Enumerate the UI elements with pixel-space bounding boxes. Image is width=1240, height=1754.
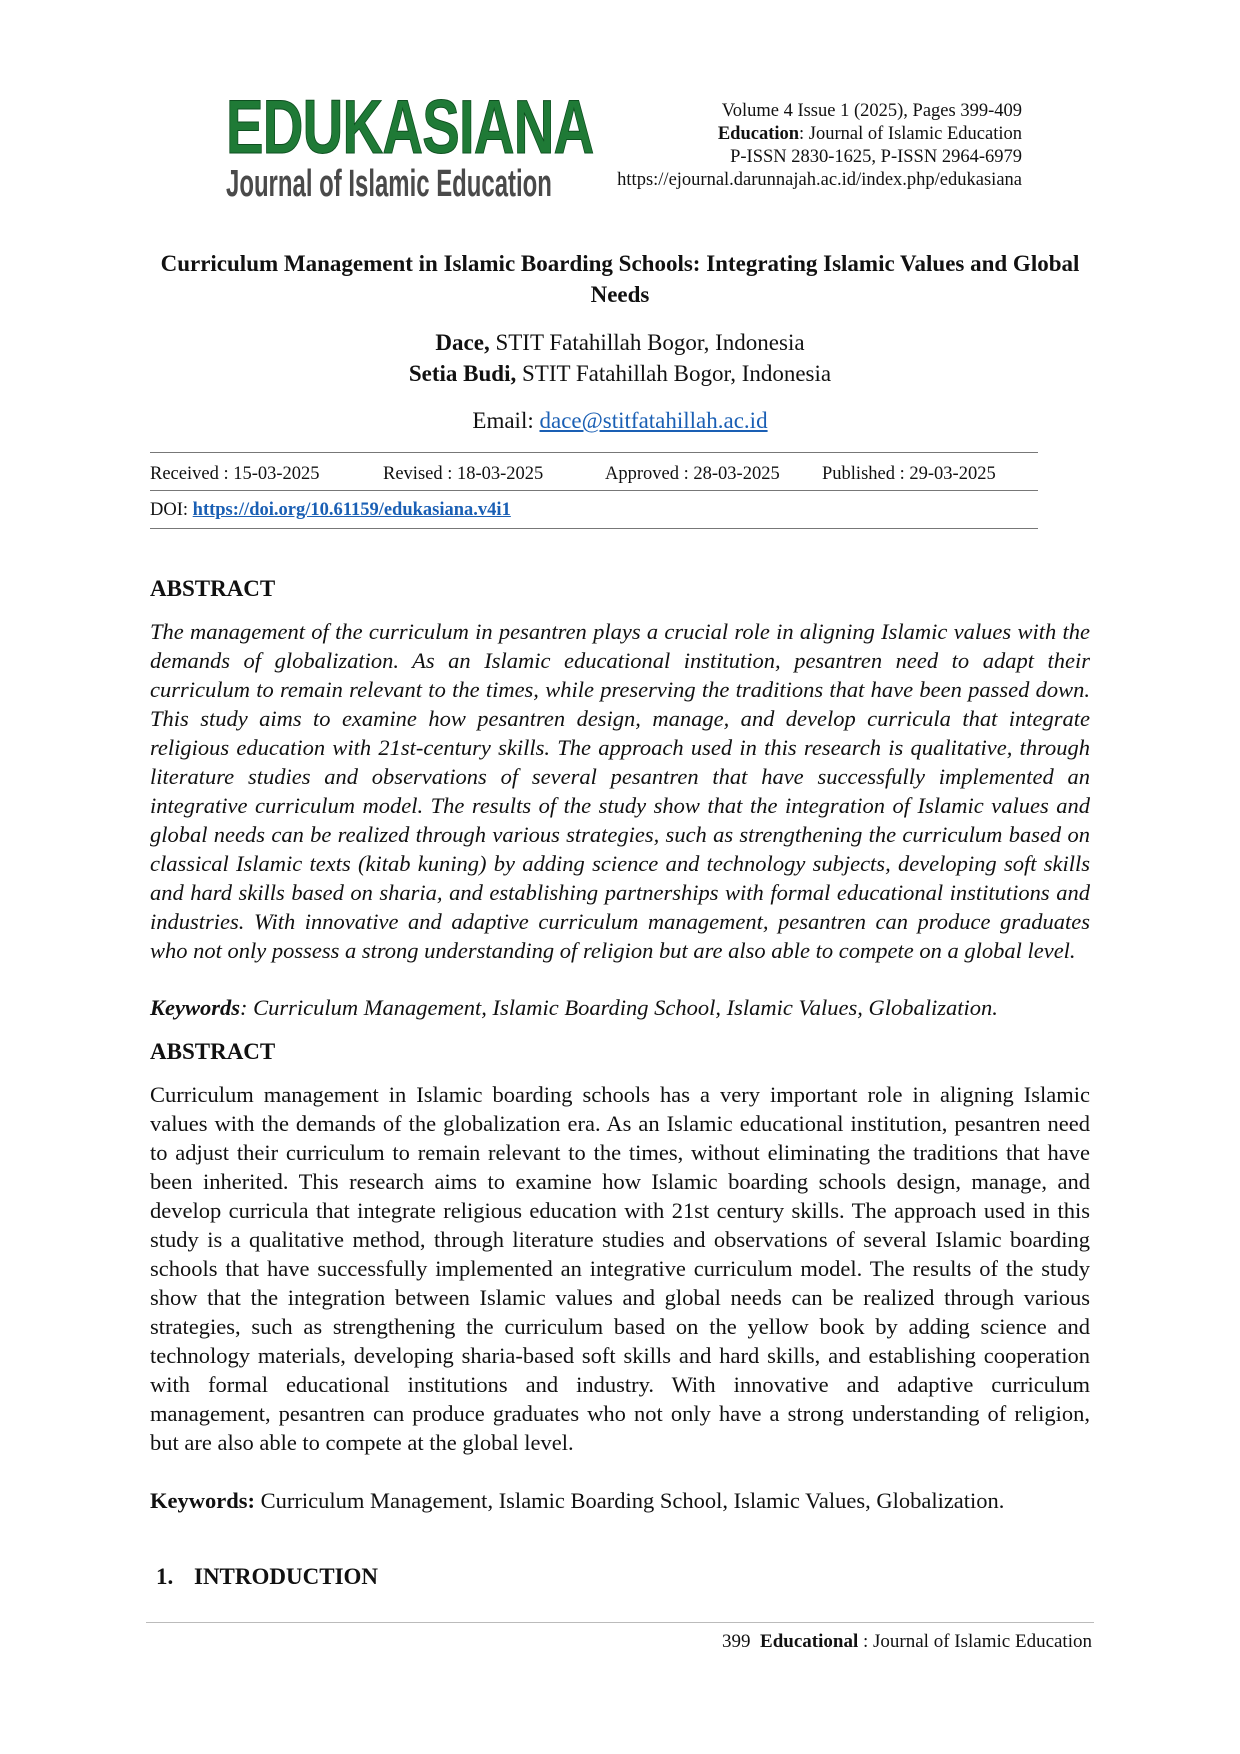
author-list: [150, 327, 1090, 389]
journal-name-rest: : Journal of Islamic Education: [799, 124, 1022, 144]
keywords-label-second: Keywords:: [150, 1488, 255, 1513]
abstract-heading-second: ABSTRACT: [150, 1039, 276, 1064]
keywords-list: : Curriculum Management, Islamic Boarding School, Islamic Values, Globalization.: [240, 995, 998, 1020]
journal-logo: [226, 85, 594, 205]
section-introduction-heading: [156, 1562, 378, 1591]
abstract-text: The management of the curriculum in pesantren plays a crucial role in aligning Islamic values with the demands of globalization. As an Islamic educational institution, pesantren need to adapt their curriculum to remain relevant to the times, while preserving the traditions that have been passed down. This study aims to examine how pesantren design, manage, and develop curricula that integrate religious education with 21st-century skills. The approach used in this research is qualitative, through literature studies and observations of several pesantren that have successfully implemented an integrative curriculum model. The results of the study show that the integration of Islamic values and global needs can be realized through various strategies, such as strengthening the curriculum based on classical Islamic texts (kitab kuning) by adding science and technology subjects, developing soft skills and hard skills based on sharia, and establishing partnerships with formal educational institutions and industries. With innovative and adaptive curriculum management, pesantren can produce graduates who not only possess a strong understanding of religion but are also able to compete on a global level.: [150, 619, 1090, 963]
author-2-affiliation: STIT Fatahillah Bogor, Indonesia: [516, 361, 832, 386]
section-title: INTRODUCTION: [194, 1564, 379, 1589]
logo-subtitle: Journal of Islamic Education: [226, 163, 552, 205]
doi-label: DOI:: [150, 500, 193, 520]
section-number: 1.: [156, 1564, 174, 1589]
footer-divider: [146, 1622, 1094, 1623]
date-received: Received : 15-03-2025: [150, 464, 320, 484]
keywords-line: [150, 993, 1110, 1022]
keywords-line-second: [150, 1486, 1110, 1515]
doi-link[interactable]: https://doi.org/10.61159/edukasiana.v4i1: [192, 500, 511, 520]
page-footer: [722, 1630, 1092, 1654]
author-1-name: Dace,: [435, 330, 490, 355]
paper-title: Curriculum Management in Islamic Boarding Schools: Integrating Islamic Values and Global Needs: [160, 251, 1080, 307]
email-link[interactable]: dace@stitfatahillah.ac.id: [539, 408, 768, 433]
date-approved: Approved : 28-03-2025: [605, 464, 780, 484]
author-1: [150, 327, 1090, 358]
email-label: Email:: [472, 408, 540, 433]
keywords-list-second: Curriculum Management, Islamic Boarding School, Islamic Values, Globalization.: [255, 1488, 1005, 1513]
journal-name: [617, 123, 1022, 146]
corresponding-email: [150, 405, 1090, 436]
logo-wordmark: EDUKASIANA: [226, 85, 594, 170]
divider-middle: [150, 490, 1038, 491]
author-1-affiliation: STIT Fatahillah Bogor, Indonesia: [489, 330, 805, 355]
journal-issn: P-ISSN 2830-1625, P-ISSN 2964-6979: [730, 147, 1022, 167]
page-number: 399: [722, 1631, 751, 1652]
divider-top: [150, 452, 1038, 453]
doi-line: [150, 498, 511, 522]
date-revised: Revised : 18-03-2025: [383, 464, 544, 484]
date-published: Published : 29-03-2025: [822, 464, 996, 484]
keywords-label: Keywords: [150, 995, 240, 1020]
divider-bottom: [150, 528, 1038, 529]
journal-volume: Volume 4 Issue 1 (2025), Pages 399-409: [721, 101, 1022, 121]
author-2-name: Setia Budi,: [408, 361, 517, 386]
footer-journal-rest: : Journal of Islamic Education: [858, 1631, 1092, 1652]
journal-url[interactable]: https://ejournal.darunnajah.ac.id/index.php/edukasiana: [617, 170, 1022, 190]
author-2: [150, 358, 1090, 389]
journal-info: [617, 100, 1022, 192]
abstract-text-second: Curriculum management in Islamic boarding schools has a very important role in aligning Islamic values with the demands of the globalization era. As an Islamic educational institution, pesantren need to adjust their curriculum to remain relevant to the times, without eliminating the traditions that have been inherited. This research aims to examine how Islamic boarding schools design, manage, and develop curricula that integrate religious education with 21st century skills. The approach used in this study is a qualitative method, through literature studies and observations of several Islamic boarding schools that have successfully implemented an integrative curriculum model. The results of the study show that the integration between Islamic values and global needs can be realized through various strategies, such as strengthening the curriculum based on the yellow book by adding science and technology materials, developing sharia-based soft skills and hard skills, and establishing cooperation with formal educational institutions and industry. With innovative and adaptive curriculum management, pesantren can produce graduates who not only have a strong understanding of religion, but are also able to compete at the global level.: [150, 1082, 1090, 1455]
abstract-heading: ABSTRACT: [150, 576, 276, 601]
footer-journal-bold: Educational: [760, 1631, 859, 1652]
journal-name-bold: Education: [717, 124, 800, 144]
